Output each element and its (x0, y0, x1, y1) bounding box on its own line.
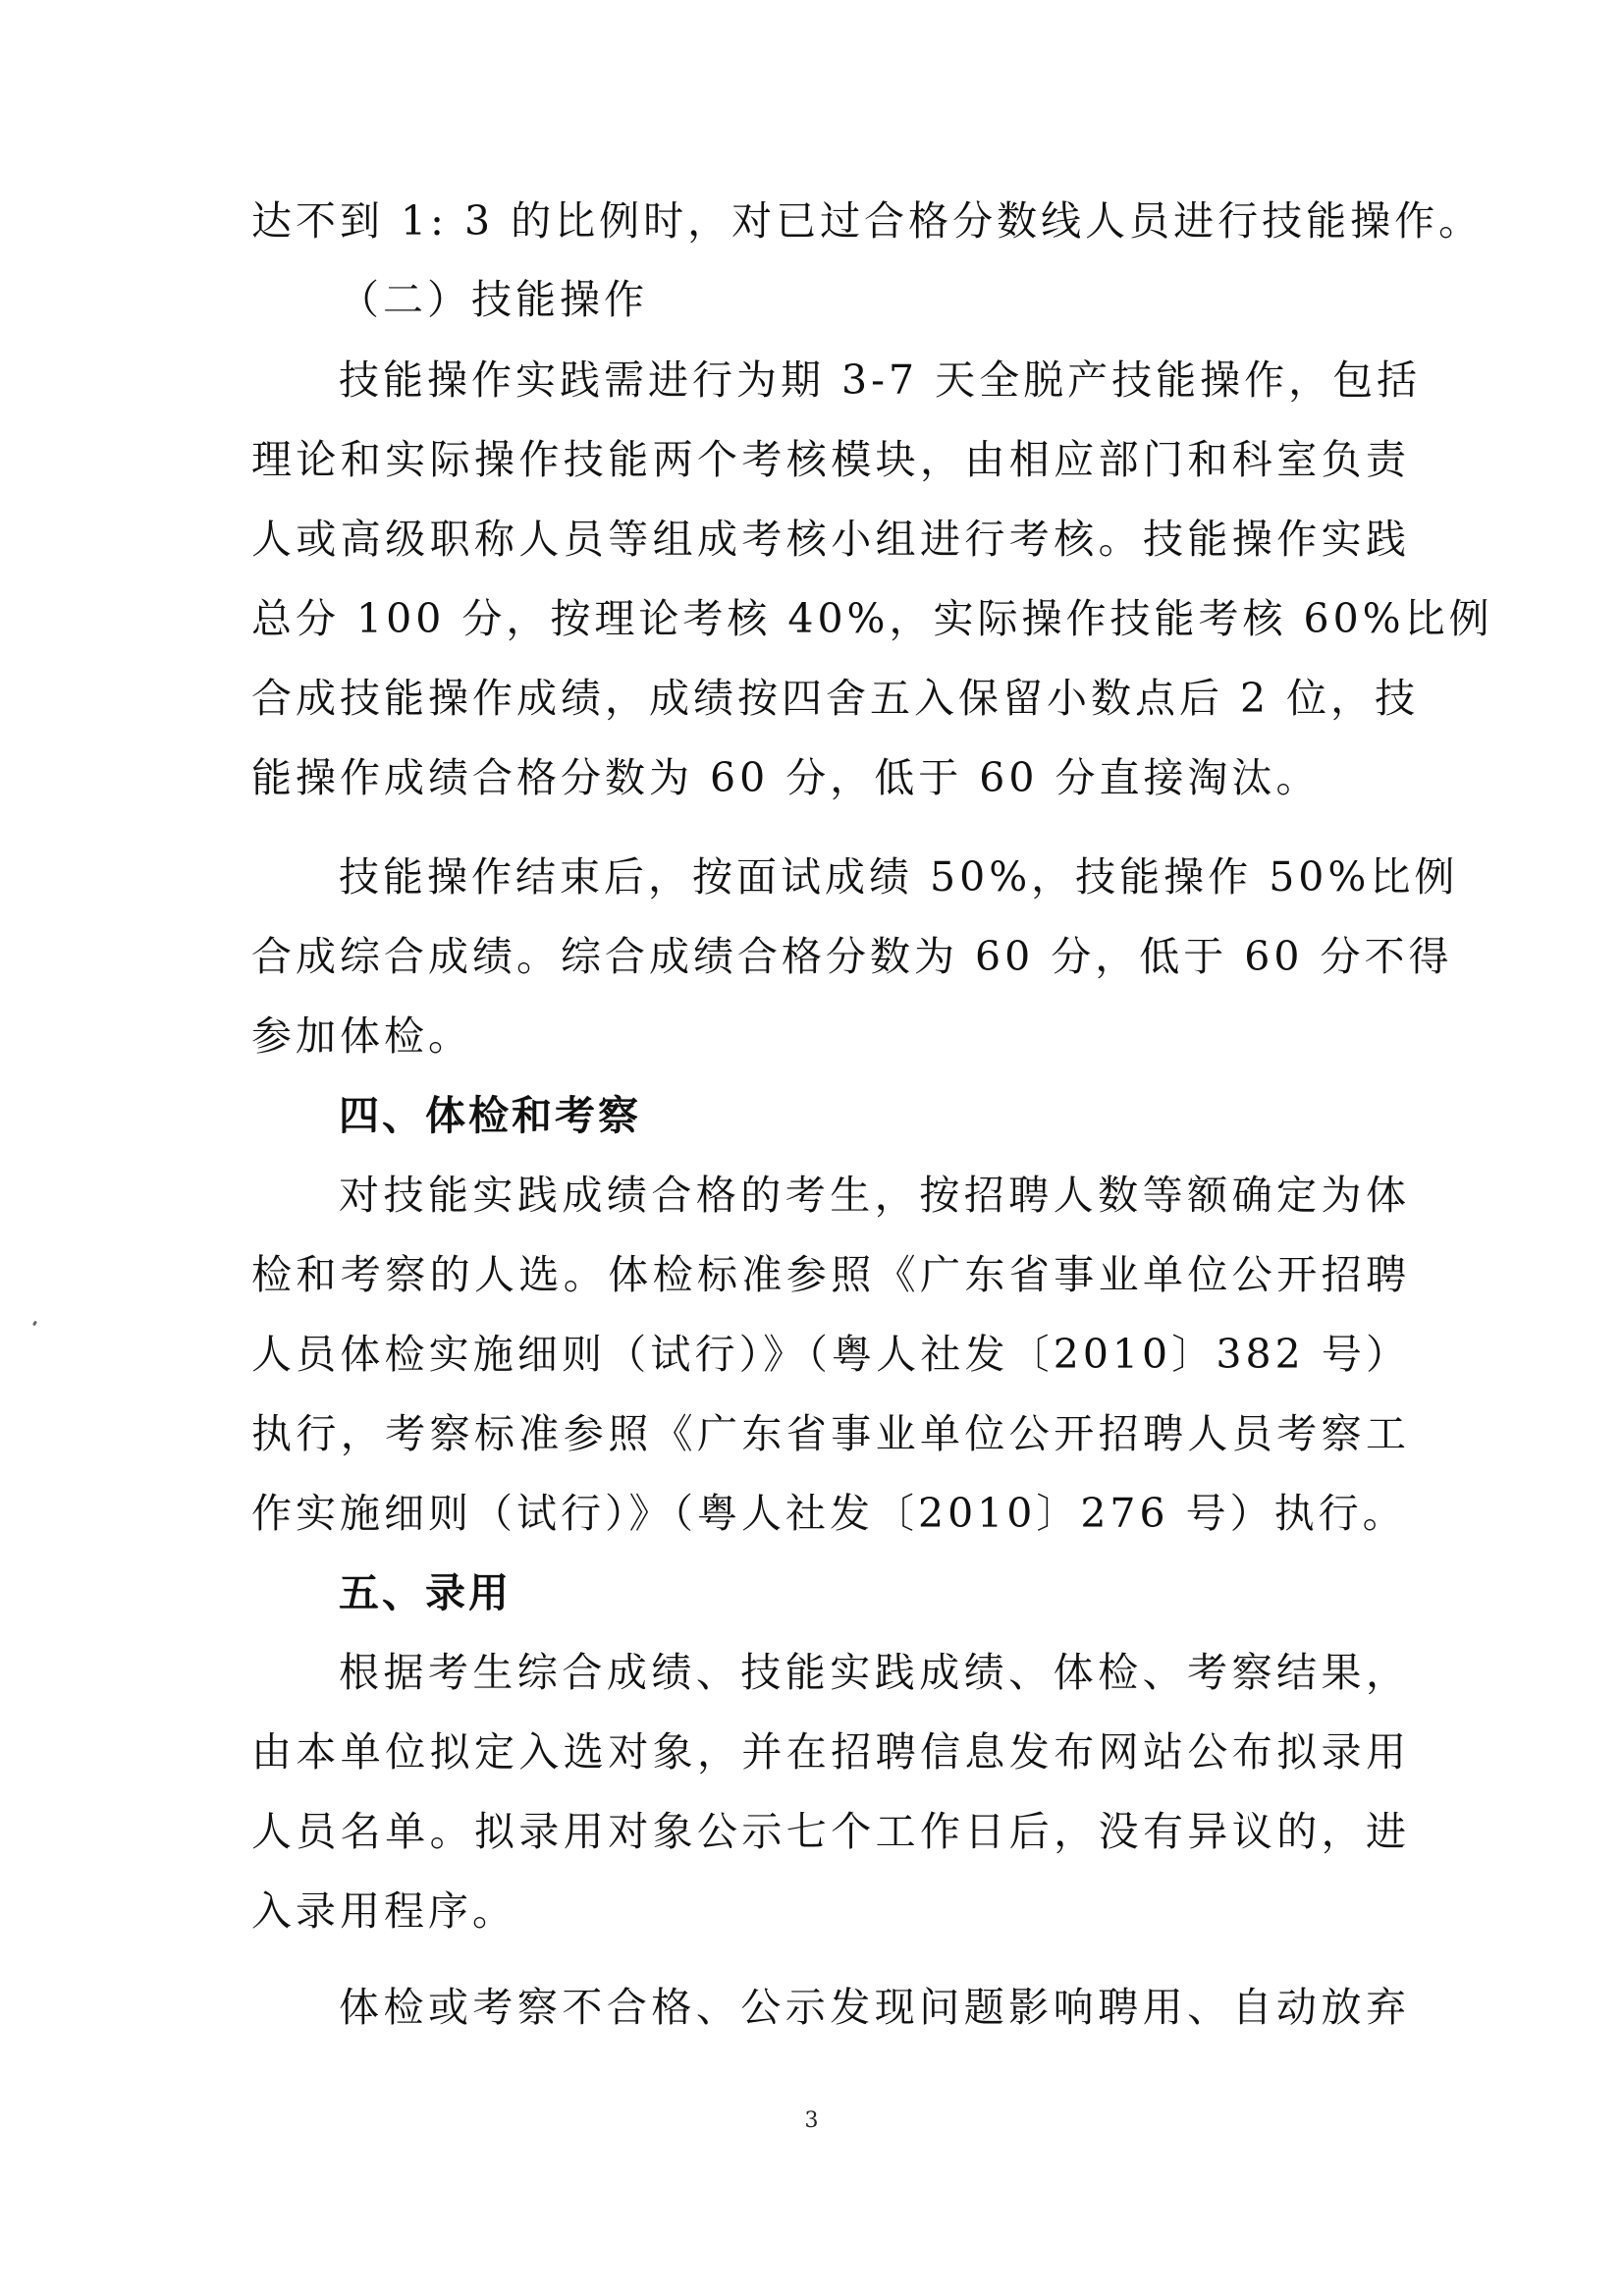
text-line: 参加体检。 (251, 1012, 472, 1060)
text-line: 体检或考察不合格、公示发现问题影响聘用、自动放弃 (339, 1984, 1410, 2031)
text-line: 能操作成绩合格分数为 60 分，低于 60 分直接淘汰。 (251, 754, 1321, 801)
text-line: 人员名单。拟录用对象公示七个工作日后，没有异议的，进 (251, 1808, 1410, 1855)
text-line: 人员体检实施细则（试行）》（粤人社发〔2010〕382 号） (251, 1331, 1410, 1378)
text-line: 对技能实践成绩合格的考生，按招聘人数等额确定为体 (339, 1172, 1410, 1219)
text-line: 执行，考察标准参照《广东省事业单位公开招聘人员考察工 (251, 1410, 1410, 1457)
text-line: 入录用程序。 (251, 1887, 516, 1935)
text-line: 总分 100 分，按理论考核 40%，实际操作技能考核 60%比例 (251, 595, 1493, 642)
text-line: 检和考察的人选。体检标准参照《广东省事业单位公开招聘 (251, 1251, 1410, 1298)
text-line: 人或高级职称人员等组成考核小组进行考核。技能操作实践 (251, 516, 1410, 563)
text-line: 根据考生综合成绩、技能实践成绩、体检、考察结果， (339, 1649, 1410, 1696)
section-heading-employment: 五、录用 (339, 1569, 512, 1616)
text-line: 达不到 1: 3 的比例时，对已过合格分数线人员进行技能操作。 (251, 197, 1484, 245)
text-line: 理论和实际操作技能两个考核模块，由相应部门和科室负责 (251, 436, 1410, 483)
text-line: 技能操作实践需进行为期 3-7 天全脱产技能操作，包括 (339, 356, 1422, 404)
text-line: 作实施细则（试行）》（粤人社发〔2010〕276 号）执行。 (251, 1490, 1407, 1537)
text-line: 合成综合成绩。综合成绩合格分数为 60 分，低于 60 分不得 (251, 933, 1453, 980)
section-heading-physical-exam: 四、体检和考察 (339, 1092, 641, 1139)
text-line: 合成技能操作成绩，成绩按四舍五入保留小数点后 2 位，技 (251, 675, 1420, 722)
page-number: 3 (804, 2108, 819, 2133)
text-line: 由本单位拟定入选对象，并在招聘信息发布网站公布拟录用 (251, 1728, 1410, 1776)
section-heading-skill-operation: （二）技能操作 (339, 276, 648, 323)
text-line: 技能操作结束后，按面试成绩 50%，技能操作 50%比例 (339, 853, 1459, 901)
scan-speck (32, 1321, 37, 1327)
